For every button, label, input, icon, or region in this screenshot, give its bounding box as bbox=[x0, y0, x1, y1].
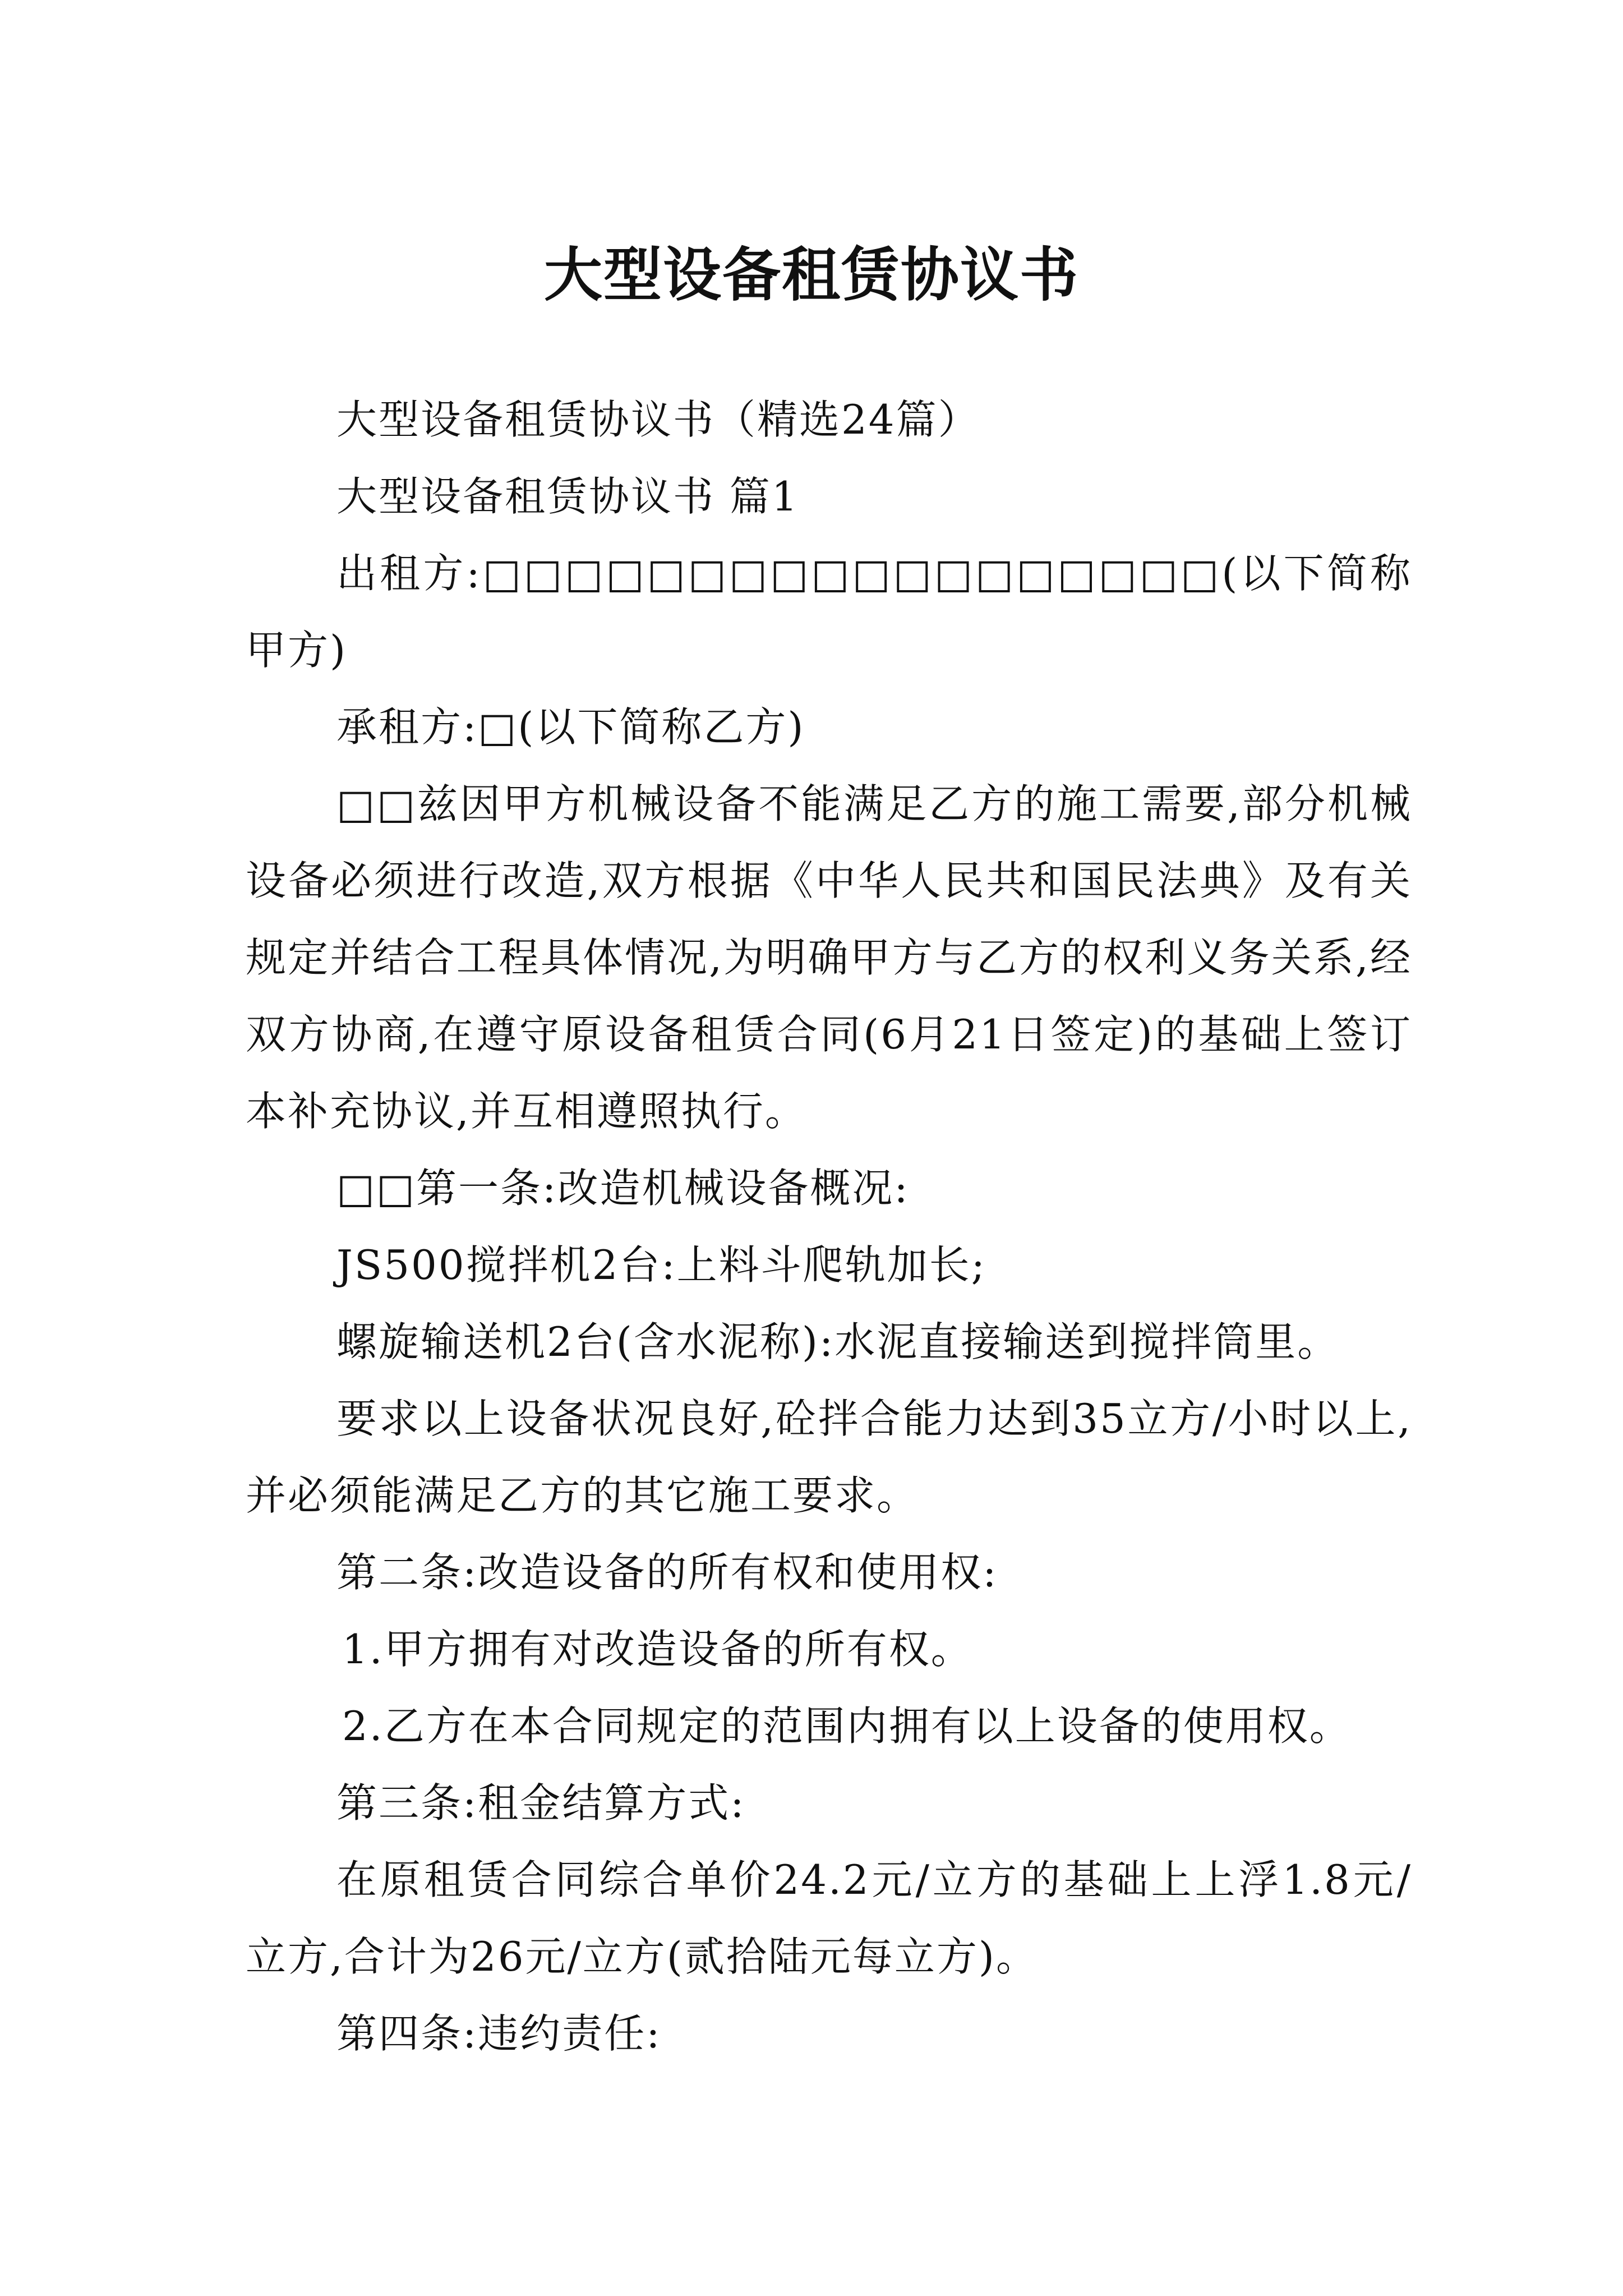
article-2-item-1: 1.甲方拥有对改造设备的所有权。 bbox=[342, 1626, 973, 1673]
equipment-requirement: 要求以上设备状况良好,砼拌合能力达到35立方/小时以上,并必须能满足乙方的其它施工要求。 bbox=[246, 1395, 1412, 1519]
article-3-heading: 第三条:租金结算方式: bbox=[336, 1779, 746, 1826]
lessee-paragraph: 承租方:□(以下简称乙方) bbox=[336, 703, 805, 751]
article-4-heading: 第四条:违约责任: bbox=[336, 2010, 662, 2057]
lessor-paragraph: 出租方:□□□□□□□□□□□□□□□□□□(以下简称甲方) bbox=[246, 550, 1412, 674]
document-title: 大型设备租赁协议书 bbox=[543, 240, 1079, 309]
article-2-heading: 第二条:改造设备的所有权和使用权: bbox=[336, 1549, 998, 1596]
preamble-paragraph: □□兹因甲方机械设备不能满足乙方的施工需要,部分机械设备必须进行改造,双方根据《中华人民共和国民法典》及有关规定并结合工程具体情况,为明确甲方与乙方的权利义务关系,经双方协商,在遵守原设备租赁合同(6月21日签定)的基础上签订本补充协议,并互相遵照执行。 bbox=[246, 780, 1412, 1135]
article-3-content: 在原租赁合同综合单价24.2元/立方的基础上上浮1.8元/立方,合计为26元/立方(贰拾陆元每立方)。 bbox=[246, 1856, 1412, 1980]
document-body bbox=[246, 381, 1412, 2072]
equipment-item-1: JS500搅拌机2台:上料斗爬轨加长; bbox=[336, 1241, 986, 1289]
section-heading: 大型设备租赁协议书 篇1 bbox=[336, 473, 799, 520]
article-2-item-2: 2.乙方在本合同规定的范围内拥有以上设备的使用权。 bbox=[342, 1703, 1352, 1750]
equipment-item-2: 螺旋输送机2台(含水泥称):水泥直接输送到搅拌筒里。 bbox=[336, 1318, 1340, 1365]
article-1-heading: □□第一条:改造机械设备概况: bbox=[336, 1165, 910, 1212]
subtitle-paragraph: 大型设备租赁协议书（精选24篇） bbox=[336, 396, 980, 443]
